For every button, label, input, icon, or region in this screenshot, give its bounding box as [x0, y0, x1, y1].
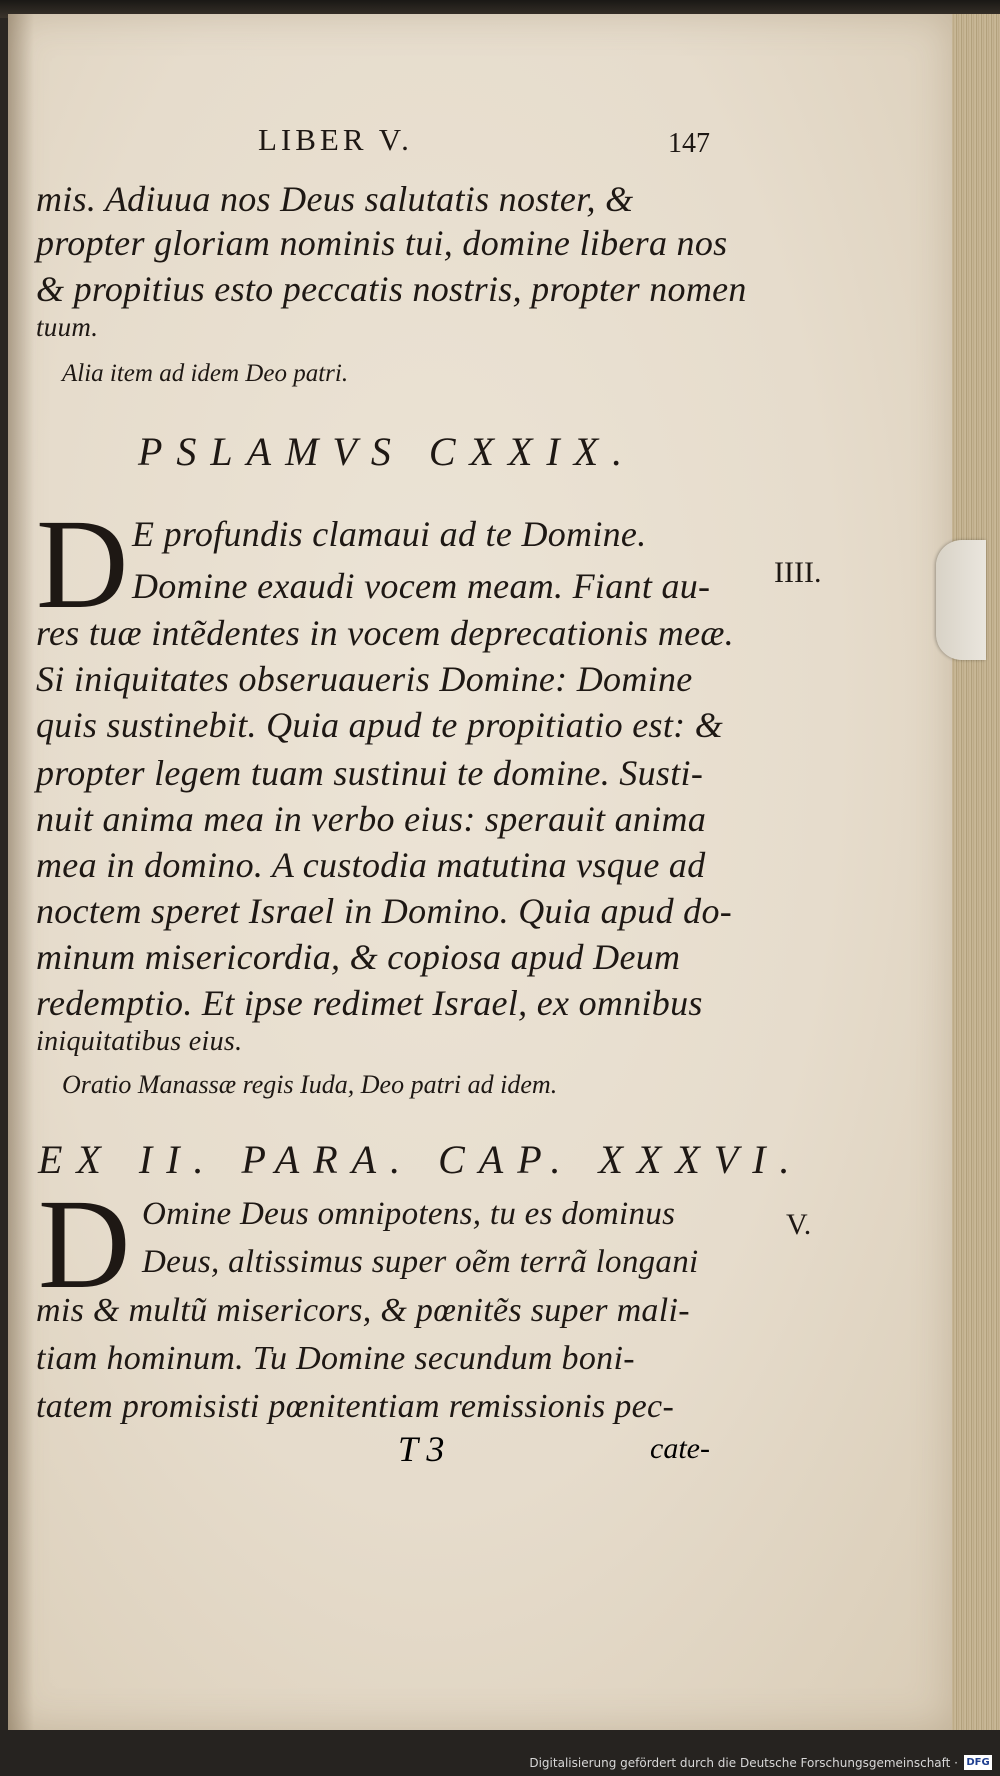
text-line: Deus, altissimus super oẽm terrã longani [142, 1244, 699, 1280]
text-line: tatem promisisti pœnitentiam remissionis pec- [36, 1388, 675, 1425]
drop-cap: D [36, 493, 129, 635]
drop-cap: D [38, 1173, 131, 1315]
text-line: mea in domino. A custodia matutina vsque ad [36, 845, 706, 885]
running-title: LIBER V. [258, 122, 413, 157]
text-line: mis. Adiuua nos Deus salutatis noster, & [36, 179, 634, 219]
page-tab-marker [936, 540, 986, 660]
rubric: Alia item ad idem Deo patri. [62, 360, 349, 387]
page-number: 147 [668, 128, 710, 159]
page-gutter-shadow [8, 14, 34, 1730]
catchword: cate- [650, 1432, 710, 1465]
text-line: quis sustinebit. Quia apud te propitiatio est: & [36, 705, 724, 745]
text-line: propter gloriam nominis tui, domine libera nos [36, 223, 728, 263]
text-line: Domine exaudi vocem meam. Fiant au- [132, 566, 711, 606]
text-line: Si iniquitates obseruaueris Domine: Domine [36, 659, 693, 699]
dfg-logo: DFG [964, 1755, 992, 1770]
chapter-heading: EX II. PARA. CAP. XXXVI. [38, 1137, 804, 1182]
text-line: tiam hominum. Tu Domine secundum boni- [36, 1340, 635, 1377]
text-line: redemptio. Et ipse redimet Israel, ex omnibus [36, 983, 703, 1023]
text-line: res tuæ intẽdentes in vocem deprecationis meæ. [36, 613, 734, 653]
text-line: nuit anima mea in verbo eius: sperauit anima [36, 799, 707, 839]
signature-mark: T 3 [398, 1429, 445, 1469]
text-line: E profundis clamaui ad te Domine. [132, 514, 647, 554]
margin-note: V. [786, 1208, 812, 1241]
text-line: propter legem tuam sustinui te domine. Susti- [36, 753, 704, 793]
text-line: & propitius esto peccatis nostris, propter nomen [36, 269, 747, 309]
digitization-credit: Digitalisierung gefördert durch die Deutsche Forschungsgemeinschaft · [529, 1756, 958, 1770]
text-line: iniquitatibus eius. [36, 1026, 243, 1057]
text-line: mis & multũ misericors, & pœnitẽs super mali- [36, 1292, 690, 1329]
rubric: Oratio Manassæ regis Iuda, Deo patri ad idem. [62, 1070, 558, 1099]
psalm-heading: PSLAMVS CXXIX. [138, 429, 637, 474]
margin-note: IIII. [774, 556, 822, 589]
text-line: noctem speret Israel in Domino. Quia apud do- [36, 891, 733, 931]
text-line: minum misericordia, & copiosa apud Deum [36, 937, 681, 977]
page-block-edge [952, 14, 1000, 1730]
text-line: Omine Deus omnipotens, tu es dominus [142, 1196, 676, 1232]
text-line: tuum. [36, 312, 99, 342]
